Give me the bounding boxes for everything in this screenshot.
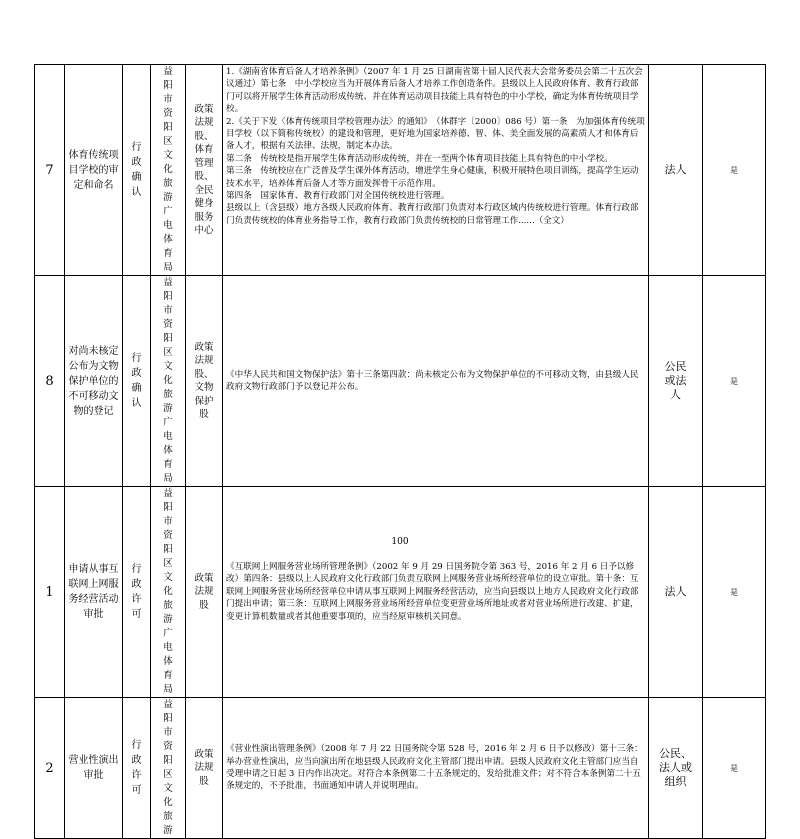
item-department: 益阳市资阳区文化旅游	[151, 698, 186, 839]
item-name: 体育传统项目学校的审定和命名	[65, 65, 123, 276]
row-number: 7	[35, 65, 65, 276]
yes-flag: 是	[703, 487, 766, 698]
item-department: 益阳市资阳区文化旅游广电体育局	[151, 276, 186, 487]
service-object: 法人	[649, 487, 703, 698]
legal-basis: 1.《湖南省体育后备人才培养条例》（2007 年 1 月 25 日湖南省第十届人民代表大会常务委员会第二十五次会议通过）第七条 中小学校应当为开展体育后备人才培养工作创造条件。县级以上人民政府体育、教育行政部门可以将开展学生体育活动形成传统、并在体育运动项目技能上具有特色的中小学校，确定为体育传统项目学校。 2.《关于下发〈体育传统项目学校管理办法〉的通知》 （体群字〔2000〕086 号）第一条 为加强体育传统项目学校（以下简称传统校）的建设和管理，更好地为国家培养德、智、体、美全面发展的高素质人才和体育后备人才，根据有关法律、法规，制定本办法。 第二条 传统校是指开展学生体育活动形成传统，并在一至两个体育项目技能上具有特色的中小学校。 第三条 传统校应在广泛普及学生课外体育活动，增进学生身心健康，积极开展特色项目训练，提高学生运动技术水平，培养体育后备人才等方面发挥骨干示范作用。 第四条 国家体育、教育行政部门对全国传统校进行管理。 县级以上（含县级）地方各级人民政府体育、教育行政部门负责对本行政区域内传统校进行管理。体育行政部门负责传统校的体育业务指导工作，教育行政部门负责传统校的日常管理工作......（全文）	[223, 65, 649, 276]
table-row	[35, 698, 766, 839]
item-category: 行政许可	[123, 698, 151, 839]
item-unit: 政策法规股	[186, 698, 223, 839]
table-row	[35, 65, 766, 276]
item-name: 申请从事互联网上网服务经营活动审批	[65, 487, 123, 698]
row-number: 8	[35, 276, 65, 487]
service-object: 公民、法人或组织	[649, 698, 703, 839]
table-row	[35, 487, 766, 698]
table-row	[35, 276, 766, 487]
item-category: 行政确认	[123, 65, 151, 276]
item-category: 行政确认	[123, 276, 151, 487]
service-object: 公民或法人	[649, 276, 703, 487]
row-number: 2	[35, 698, 65, 839]
item-unit: 政策法规股、文物保护股	[186, 276, 223, 487]
page-number: 100	[391, 537, 409, 547]
item-unit: 政策法规股	[186, 487, 223, 698]
yes-flag: 是	[703, 276, 766, 487]
service-object: 法人	[649, 65, 703, 276]
item-department: 益阳市资阳区文化旅游广电体育局	[151, 487, 186, 698]
item-unit: 政策法规股、体育管理股、全民健身服务中心	[186, 65, 223, 276]
legal-basis: 《互联网上网服务营业场所管理条例》（2002 年 9 月 29 日国务院令第 363 号，2016 年 2 月 6 日予以修改）第四条：县级以上人民政府文化行政部门负责互联网上网服务营业场所经营单位的设立审批。第十条：互联网上网服务营业场所经营单位申请从事互联网上网服务经营活动，应当向县级以上地方人民政府文化行政部门提出申请；第三条：互联网上网服务营业场所经营单位变更营业场所地址或者对营业场所进行改建、扩建，变更计算机数量或者其他重要事项的，应当经原审核机关同意。	[223, 487, 649, 698]
legal-basis: 《中华人民共和国文物保护法》第十三条第四款：尚未核定公布为文物保护单位的不可移动文物，由县级人民政府文物行政部门予以登记并公布。	[223, 276, 649, 487]
item-name: 营业性演出审批	[65, 698, 123, 839]
yes-flag: 是	[703, 698, 766, 839]
item-category: 行政许可	[123, 487, 151, 698]
item-department: 益阳市资阳区文化旅游广电体育局	[151, 65, 186, 276]
authority-table	[34, 64, 766, 839]
yes-flag: 是	[703, 65, 766, 276]
legal-basis: 《营业性演出管理条例》（2008 年 7 月 22 日国务院令第 528 号，2016 年 2 月 6 日予以修改）第十三条：举办营业性演出，应当向演出所在地县级人民政府文化主管部门提出申请。县级人民政府文化主管部门应当自受理申请之日起 3 日内作出决定。对符合本条例第二十五条规定的，发给批准文件；对不符合本条例第二十五条规定的，不予批准，书面通知申请人并说明理由。	[223, 698, 649, 839]
item-name: 对尚未核定公布为文物保护单位的不可移动文物的登记	[65, 276, 123, 487]
row-number: 1	[35, 487, 65, 698]
